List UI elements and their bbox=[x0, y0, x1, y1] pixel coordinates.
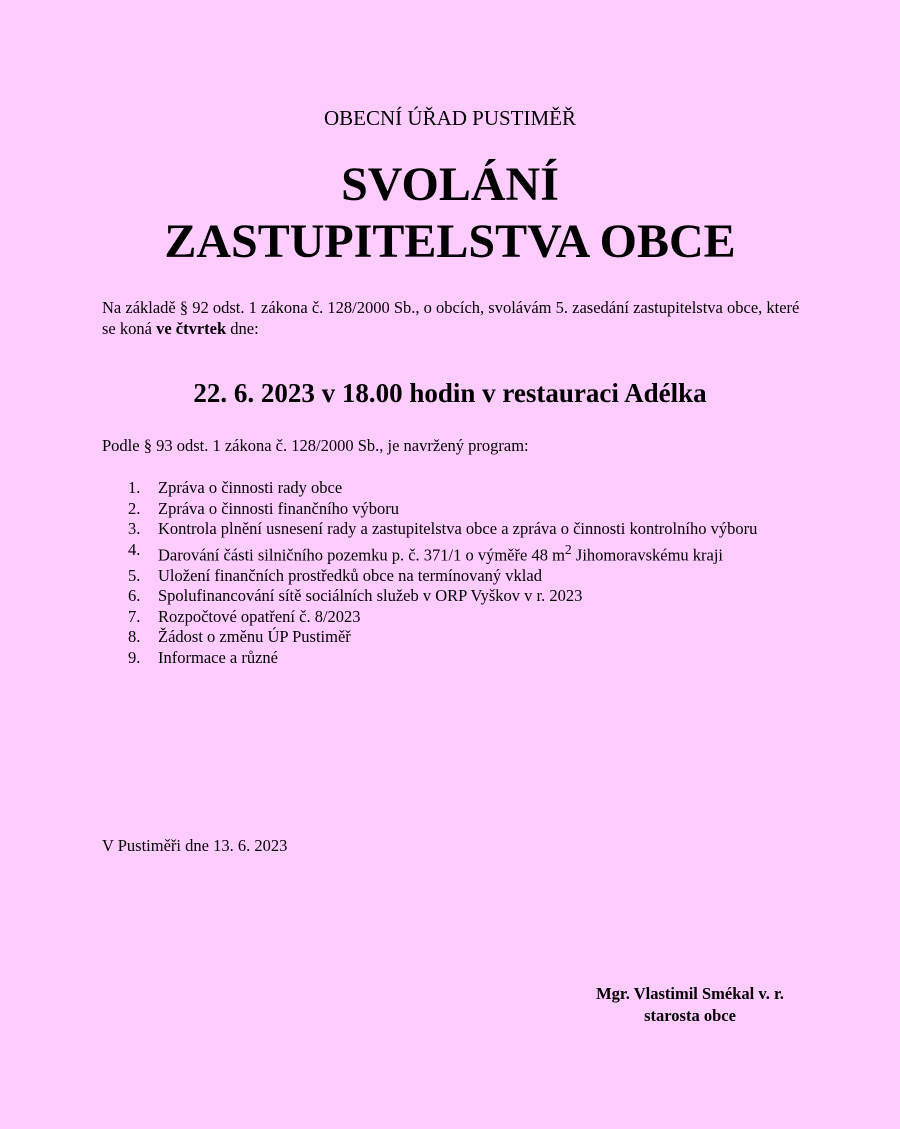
agenda-item bbox=[128, 519, 798, 540]
agenda-item-number: 4. bbox=[128, 539, 141, 559]
agenda-item bbox=[128, 586, 798, 607]
agenda-item-number: 8. bbox=[128, 627, 141, 646]
agenda-item-text: Žádost o změnu ÚP Pustiměř bbox=[158, 627, 351, 646]
place-and-date: V Pustiměři dne 13. 6. 2023 bbox=[102, 836, 288, 855]
agenda-item-text: Informace a různé bbox=[158, 647, 279, 667]
agenda-item bbox=[128, 566, 798, 587]
agenda-item-superscript: 2 bbox=[564, 541, 572, 557]
signatory-name: Mgr. Vlastimil Smékal v. r. bbox=[596, 984, 784, 1003]
agenda-item-text-end: Jihomoravskému kraji bbox=[571, 545, 724, 564]
intro-text: Na základě § 92 odst. 1 zákona č. 128/2000 Sb., o obcích, svolávám 5. zasedání zastupitelstva obce, které se koná bbox=[102, 298, 800, 338]
agenda-item bbox=[128, 627, 798, 648]
agenda-item-text: Zpráva o činnosti rady obce bbox=[158, 478, 343, 497]
agenda-item-text: Darování části silničního pozemku p. č. 371/1 o výměře 48 m bbox=[158, 545, 565, 564]
intro-paragraph bbox=[102, 297, 800, 339]
agenda-item-number: 3. bbox=[128, 519, 141, 538]
agenda-item-number: 2. bbox=[128, 498, 141, 518]
agenda-item-number: 1. bbox=[128, 478, 141, 497]
intro-day: ve čtvrtek bbox=[156, 319, 227, 338]
program-intro: Podle § 93 odst. 1 zákona č. 128/2000 Sb., je navržený program: bbox=[102, 436, 529, 455]
agenda-list bbox=[128, 478, 798, 668]
signature-block bbox=[540, 983, 840, 1027]
title-line-2: ZASTUPITELSTVA OBCE bbox=[164, 215, 736, 268]
agenda-item bbox=[128, 648, 798, 669]
agenda-item-text: Uložení finančních prostředků obce na termínovaný vklad bbox=[158, 565, 542, 585]
agenda-item-number: 7. bbox=[128, 606, 141, 626]
page-title bbox=[0, 156, 900, 270]
signatory-role: starosta obce bbox=[644, 1006, 736, 1025]
agenda-item bbox=[128, 478, 798, 499]
agenda-item-number: 6. bbox=[128, 586, 141, 605]
agenda-item-text: Zpráva o činnosti finančního výboru bbox=[158, 498, 400, 518]
intro-text-end: dne: bbox=[226, 319, 259, 338]
agenda-item bbox=[128, 607, 798, 628]
meeting-datetime-place: 22. 6. 2023 v 18.00 hodin v restauraci Adélka bbox=[193, 378, 707, 408]
office-name: OBECNÍ ÚŘAD PUSTIMĚŘ bbox=[323, 106, 577, 130]
title-line-1: SVOLÁNÍ bbox=[341, 158, 559, 211]
agenda-item bbox=[128, 499, 798, 520]
agenda-item bbox=[128, 540, 798, 566]
agenda-item-text: Kontrola plnění usnesení rady a zastupitelstva obce a zpráva o činnosti kontrolního výboru bbox=[158, 519, 758, 538]
agenda-item-number: 5. bbox=[128, 565, 141, 585]
agenda-item-number: 9. bbox=[128, 647, 141, 667]
agenda-item-text: Rozpočtové opatření č. 8/2023 bbox=[158, 606, 361, 626]
agenda-item-text: Spolufinancování sítě sociálních služeb v ORP Vyškov v r. 2023 bbox=[158, 586, 583, 605]
